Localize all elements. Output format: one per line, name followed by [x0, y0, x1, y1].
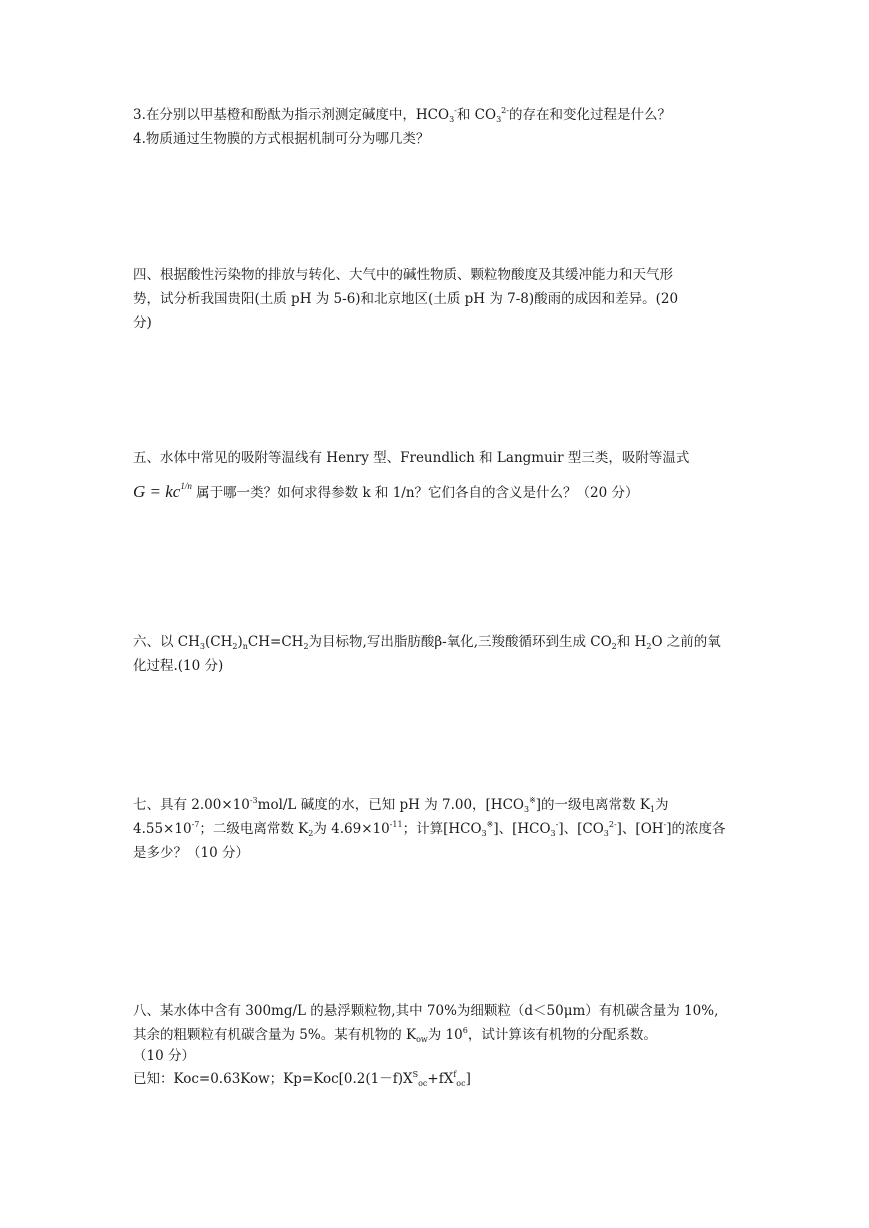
s7-text-h: ；计算[HCO	[402, 821, 482, 837]
formula-exponent: 1/n	[180, 481, 192, 491]
q3-sup-2: 2-	[501, 106, 509, 115]
section-7-line-1	[133, 797, 669, 813]
s7-text-c: ]的一级电离常数 K	[535, 797, 650, 813]
s7-text-a: 七、具有 2.00×10	[133, 797, 250, 813]
s7-sub-2: 1	[649, 805, 656, 814]
s7-sup-3: -7	[191, 820, 200, 829]
s7-sup-5: ※	[486, 820, 494, 829]
q3-text-c: 的存在和变化过程是什么？	[508, 107, 671, 123]
q3-sub-1: 3	[449, 115, 455, 124]
s7-text-i: ]、[HCO	[493, 821, 551, 837]
s8-sub-1: ow	[416, 1035, 428, 1044]
s6-text-b: (CH	[205, 634, 233, 650]
section-8-line-1: 八、某水体中含有 300mg/L 的悬浮颗粒物,其中 70%为细颗粒（d＜50μm）有机碳含量为 10%,	[133, 1003, 719, 1019]
s6-sub-1: 3	[199, 642, 205, 651]
q3-text-b: 和 CO	[456, 107, 497, 123]
s6-sub-2: 2	[232, 642, 238, 651]
s6-text-a: 六、以 CH	[133, 634, 200, 650]
section-5-line-1: 五、水体中常见的吸附等温线有 Henry 型、Freundlich 和 Langmuir 型三类，吸附等温式	[133, 450, 690, 466]
s7-sup-1: -3	[249, 796, 258, 805]
s7-sub-3: 2	[308, 829, 314, 838]
s8-sup-3: f	[453, 1070, 457, 1079]
section-6-line-2: 化过程.(10 分)	[133, 658, 224, 674]
s7-sup-6: -	[555, 820, 559, 829]
question-4: 4.物质通过生物膜的方式根据机制可分为哪几类？	[133, 131, 430, 147]
s7-text-k: ]、[OH	[616, 821, 664, 837]
question-3	[133, 107, 671, 123]
s7-text-e: 4.55×10	[133, 821, 192, 837]
s6-text-f: 和 H	[616, 634, 647, 650]
s7-text-b: mol/L 碱度的水，已知 pH 为 7.00，[HCO	[257, 797, 524, 813]
s8-text-d: 已知：Koc=0.63Kow；Kp=Koc[0.2(1－f)X	[133, 1071, 413, 1087]
section-4-line-3: 分)	[133, 315, 152, 331]
q3-sup-1: -	[454, 106, 457, 115]
section-7-line-2	[133, 821, 726, 837]
isotherm-formula	[133, 482, 192, 501]
s6-text-c: )	[237, 634, 243, 650]
q3-sub-2: 3	[496, 115, 502, 124]
section-8-line-2	[133, 1027, 657, 1043]
section-7-line-3: 是多少？（10 分）	[133, 845, 249, 861]
s7-sub-5: 3	[550, 829, 556, 838]
s6-sub-3: n	[242, 642, 248, 651]
s7-sup-4: -11	[389, 820, 403, 829]
s7-sup-7: 2-	[608, 820, 617, 829]
s7-text-g: 为 4.69×10	[313, 821, 390, 837]
s7-text-j: ]、[CO	[558, 821, 604, 837]
s8-text-b: 为 10	[427, 1027, 463, 1043]
section-5-line-2	[133, 481, 639, 501]
s8-sub-2: oc	[418, 1079, 428, 1088]
s7-text-f: ；二级电离常数 K	[199, 821, 309, 837]
s7-sup-2: ※	[529, 796, 536, 805]
s8-text-f: ]	[465, 1071, 471, 1087]
s6-text-e: 为目标物,写出脂肪酸β-氧化,三羧酸循环到生成 CO	[308, 634, 612, 650]
s6-sub-5: 2	[611, 642, 617, 651]
s8-sup-1: 6	[462, 1026, 468, 1035]
s6-sub-6: 2	[646, 642, 652, 651]
s8-text-a: 其余的粗颗粒有机碳含量为 5%。某有机物的 K	[133, 1027, 417, 1043]
s7-sub-4: 3	[481, 829, 487, 838]
section-6-line-1	[133, 634, 721, 650]
section-8-line-3: （10 分）	[133, 1048, 195, 1064]
section-4-line-1: 四、根据酸性污染物的排放与转化、大气中的碱性物质、颗粒物酸度及其缓冲能力和天气形	[133, 267, 673, 283]
s6-text-d: CH=CH	[247, 634, 304, 650]
s8-text-e: +fX	[427, 1071, 454, 1087]
s7-sup-8: -	[663, 820, 667, 829]
section-8-line-4	[133, 1071, 471, 1087]
section-4-line-2: 势，试分析我国贵阳(土质 pH 为 5-6)和北京地区(土质 pH 为 7-8)酸雨的成因和差异。(20	[133, 291, 679, 307]
s7-text-d: 为	[655, 797, 669, 813]
s8-sub-3: oc	[456, 1079, 466, 1088]
s8-text-c: ，试计算该有机物的分配系数。	[467, 1027, 657, 1043]
s7-sub-1: 3	[523, 805, 530, 814]
s8-sup-2: S	[412, 1070, 419, 1079]
formula-base: G = kc	[133, 482, 181, 501]
section-5-line-2-text: 属于哪一类？如何求得参数 k 和 1/n？它们各自的含义是什么？（20 分）	[191, 485, 639, 501]
s7-text-m: ]的浓度各	[666, 821, 726, 837]
s6-sub-4: 2	[303, 642, 309, 651]
s6-text-g: O 之前的氧	[651, 634, 721, 650]
s7-sub-6: 3	[603, 829, 609, 838]
q3-text-a: 3.在分别以甲基橙和酚酞为指示剂测定碱度中，HCO	[133, 107, 450, 123]
